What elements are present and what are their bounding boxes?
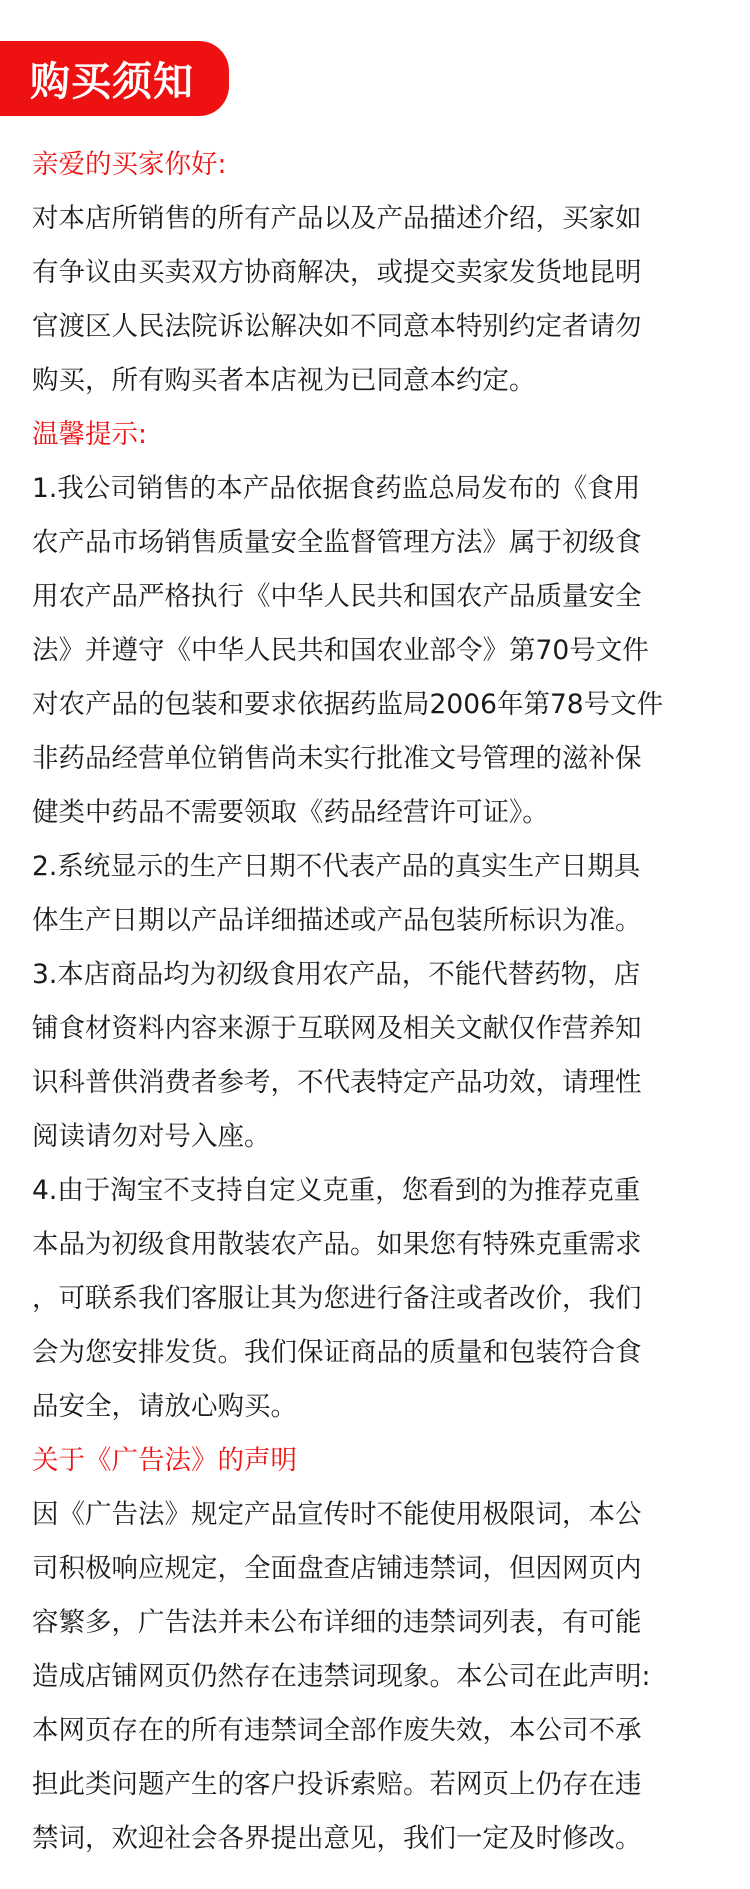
text-line: 容繁多，广告法并未公布详细的违禁词列表，有可能 <box>32 1607 642 1638</box>
text-line: 禁词，欢迎社会各界提出意见，我们一定及时修改。 <box>32 1823 642 1854</box>
text-line: 品安全，请放心购买。 <box>32 1391 297 1422</box>
text-line: 有争议由买卖双方协商解决，或提交卖家发货地昆明 <box>32 257 642 288</box>
text-line: 1.我公司销售的本产品依据食药监总局发布的《食用 <box>32 473 641 504</box>
text-line: 铺食材资料内容来源于互联网及相关文献仅作营养知 <box>32 1013 642 1044</box>
text-line: 4.由于淘宝不支持自定义克重，您看到的为推荐克重 <box>32 1175 641 1206</box>
text-line: 对农产品的包装和要求依据药监局2006年第78号文件 <box>32 689 664 720</box>
page-title: 购买须知 <box>30 59 194 105</box>
text-line: 本网页存在的所有违禁词全部作废失效，本公司不承 <box>32 1715 642 1746</box>
text-line: 农产品市场销售质量安全监督管理方法》属于初级食 <box>32 527 642 558</box>
text-line: 3.本店商品均为初级食用农产品，不能代替药物，店 <box>32 959 641 990</box>
text-line: 非药品经营单位销售尚未实行批准文号管理的滋补保 <box>32 743 642 774</box>
text-line: 体生产日期以产品详细描述或产品包装所标识为准。 <box>32 905 642 936</box>
section-heading-greeting: 亲爱的买家你好: <box>32 149 227 180</box>
header-tab <box>0 41 229 116</box>
text-line: 识科普供消费者参考，不代表特定产品功效，请理性 <box>32 1067 642 1098</box>
text-line: 官渡区人民法院诉讼解决如不同意本特别约定者请勿 <box>32 311 642 342</box>
text-line: 2.系统显示的生产日期不代表产品的真实生产日期具 <box>32 851 641 882</box>
text-line: 司积极响应规定，全面盘查店铺违禁词，但因网页内 <box>32 1553 642 1584</box>
text-line: 担此类问题产生的客户投诉索赔。若网页上仍存在违 <box>32 1769 642 1800</box>
text-line: 用农产品严格执行《中华人民共和国农产品质量安全 <box>32 581 642 612</box>
text-line: 购买，所有购买者本店视为已同意本约定。 <box>32 365 536 396</box>
text-line: 因《广告法》规定产品宣传时不能使用极限词，本公 <box>32 1499 642 1530</box>
text-line: 会为您安排发货。我们保证商品的质量和包装符合食 <box>32 1337 642 1368</box>
text-line: 造成店铺网页仍然存在违禁词现象。本公司在此声明: <box>32 1661 651 1692</box>
text-line: 健类中药品不需要领取《药品经营许可证》。 <box>32 797 549 828</box>
section-heading-tips: 温馨提示: <box>32 419 147 450</box>
text-line: 阅读请勿对号入座。 <box>32 1121 271 1152</box>
text-line: 本品为初级食用散装农产品。如果您有特殊克重需求 <box>32 1229 642 1260</box>
text-line: 对本店所销售的所有产品以及产品描述介绍，买家如 <box>32 203 642 234</box>
text-line: 法》并遵守《中华人民共和国农业部令》第70号文件 <box>32 635 649 666</box>
text-line: ，可联系我们客服让其为您进行备注或者改价，我们 <box>32 1283 642 1314</box>
section-heading-ad-law: 关于《广告法》的声明 <box>32 1445 297 1476</box>
